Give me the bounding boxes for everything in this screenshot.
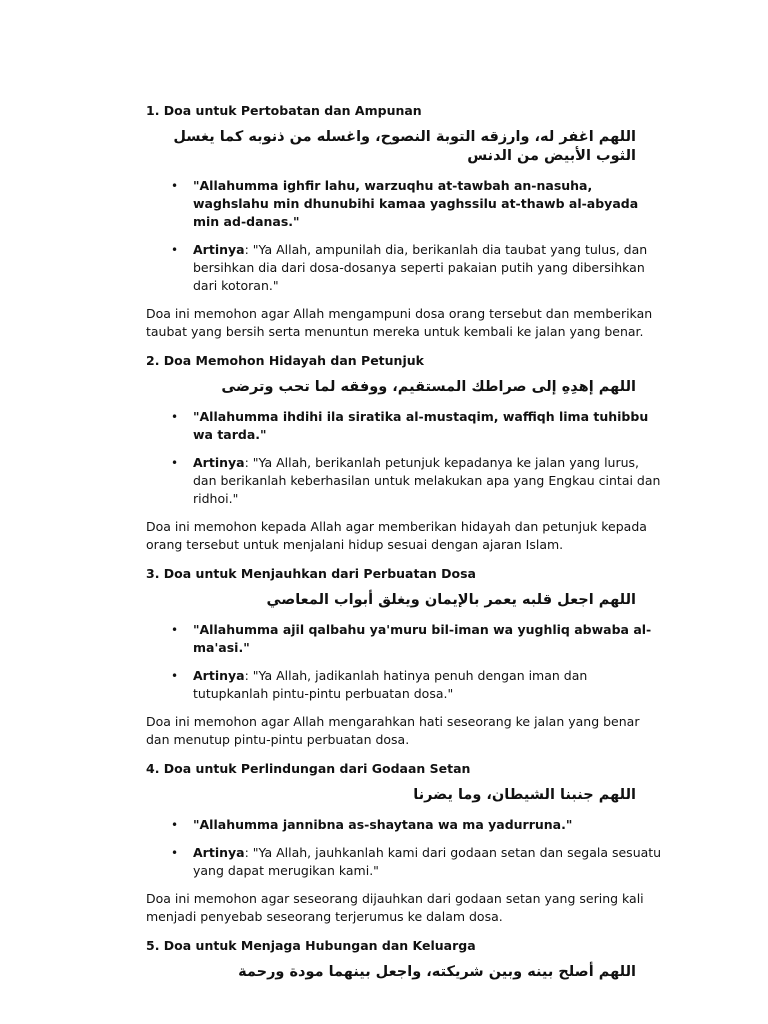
meaning-label: Artinya: [193, 668, 245, 683]
transliteration: "Allahumma ighfir lahu, warzuqhu at-tawbah an-nasuha, waghslahu min dhunubihi kamaa yaghssilu at-thawb al-abyada min ad-danas.": [193, 178, 639, 229]
section-paragraph: Doa ini memohon agar Allah mengarahkan hati seseorang ke jalan yang benar dan menutup pintu-pintu perbuatan dosa.: [146, 714, 640, 747]
list-item-transliteration: [146, 816, 662, 834]
section-heading: 4. Doa untuk Perlindungan dari Godaan Setan: [146, 761, 471, 776]
section-1: [146, 101, 662, 341]
meaning-text: : "Ya Allah, jauhkanlah kami dari godaan setan dan segala sesuatu yang dapat merugikan kami.": [193, 845, 662, 878]
list-item-meaning: [146, 667, 662, 703]
bullet-icon: •: [171, 846, 179, 860]
bullet-icon: •: [171, 410, 179, 424]
arabic-prayer: اللهم إهدِهِ إلى صراطك المستقيم، ووفقه لما تحب وترضى: [221, 379, 636, 395]
section-heading: 5. Doa untuk Menjaga Hubungan dan Keluarga: [146, 938, 476, 953]
arabic-prayer: اللهم اجعل قلبه يعمر بالإيمان ويغلق أبواب المعاصي: [266, 592, 636, 608]
list-item-transliteration: [146, 621, 662, 657]
arabic-prayer: اللهم جنبنا الشيطان، وما يضرنا: [413, 787, 636, 803]
document-content: [146, 101, 662, 993]
transliteration: "Allahumma ajil qalbahu ya'muru bil-iman wa yughliq abwaba al-ma'asi.": [193, 622, 652, 655]
section-heading: 2. Doa Memohon Hidayah dan Petunjuk: [146, 353, 424, 368]
section-paragraph: Doa ini memohon kepada Allah agar memberikan hidayah dan petunjuk kepada orang tersebut untuk menjalani hidup sesuai dengan ajaran Islam.: [146, 519, 647, 552]
meaning-label: Artinya: [193, 455, 245, 470]
section-paragraph: Doa ini memohon agar Allah mengampuni dosa orang tersebut dan memberikan taubat yang bersih serta menuntun mereka untuk kembali ke jalan yang benar.: [146, 306, 653, 339]
section-3: [146, 564, 662, 749]
list-item-meaning: [146, 454, 662, 508]
section-2: [146, 351, 662, 554]
bullet-icon: •: [171, 623, 179, 637]
list-item-meaning: [146, 241, 662, 295]
prayer-details-list: [146, 177, 662, 295]
list-item-transliteration: [146, 177, 662, 231]
section-5: [146, 936, 662, 982]
arabic-prayer: اللهم أصلح بينه وبين شريكته، واجعل بينهما مودة ورحمة: [238, 964, 636, 980]
list-item-transliteration: [146, 408, 662, 444]
section-heading: 3. Doa untuk Menjauhkan dari Perbuatan Dosa: [146, 566, 476, 581]
bullet-icon: •: [171, 456, 179, 470]
list-item-meaning: [146, 844, 662, 880]
prayer-details-list: [146, 816, 662, 880]
bullet-icon: •: [171, 669, 179, 683]
bullet-icon: •: [171, 243, 179, 257]
transliteration: "Allahumma jannibna as-shaytana wa ma yadurruna.": [193, 817, 573, 832]
meaning-label: Artinya: [193, 242, 245, 257]
section-heading: 1. Doa untuk Pertobatan dan Ampunan: [146, 103, 422, 118]
meaning-label: Artinya: [193, 845, 245, 860]
bullet-icon: •: [171, 179, 179, 193]
meaning-text: : "Ya Allah, jadikanlah hatinya penuh dengan iman dan tutupkanlah pintu-pintu perbuatan dosa.": [193, 668, 588, 701]
meaning-text: : "Ya Allah, berikanlah petunjuk kepadanya ke jalan yang lurus, dan berikanlah keberhasilan untuk melakukan apa yang Engkau cintai dan ridhoi.": [193, 455, 661, 506]
section-paragraph: Doa ini memohon agar seseorang dijauhkan dari godaan setan yang sering kali menjadi penyebab seseorang terjerumus ke dalam dosa.: [146, 891, 644, 924]
arabic-prayer: اللهم اغفر له، وارزقه التوبة النصوح، واغسله من ذنوبه كما يغسل الثوب الأبيض من الدنس: [173, 129, 636, 164]
prayer-details-list: [146, 408, 662, 508]
bullet-icon: •: [171, 818, 179, 832]
meaning-text: : "Ya Allah, ampunilah dia, berikanlah dia taubat yang tulus, dan bersihkan dia dari dosa-dosanya seperti pakaian putih yang dibersihkan dari kotoran.": [193, 242, 648, 293]
section-4: [146, 759, 662, 926]
transliteration: "Allahumma ihdihi ila siratika al-mustaqim, waffiqh lima tuhibbu wa tarda.": [193, 409, 649, 442]
prayer-details-list: [146, 621, 662, 703]
